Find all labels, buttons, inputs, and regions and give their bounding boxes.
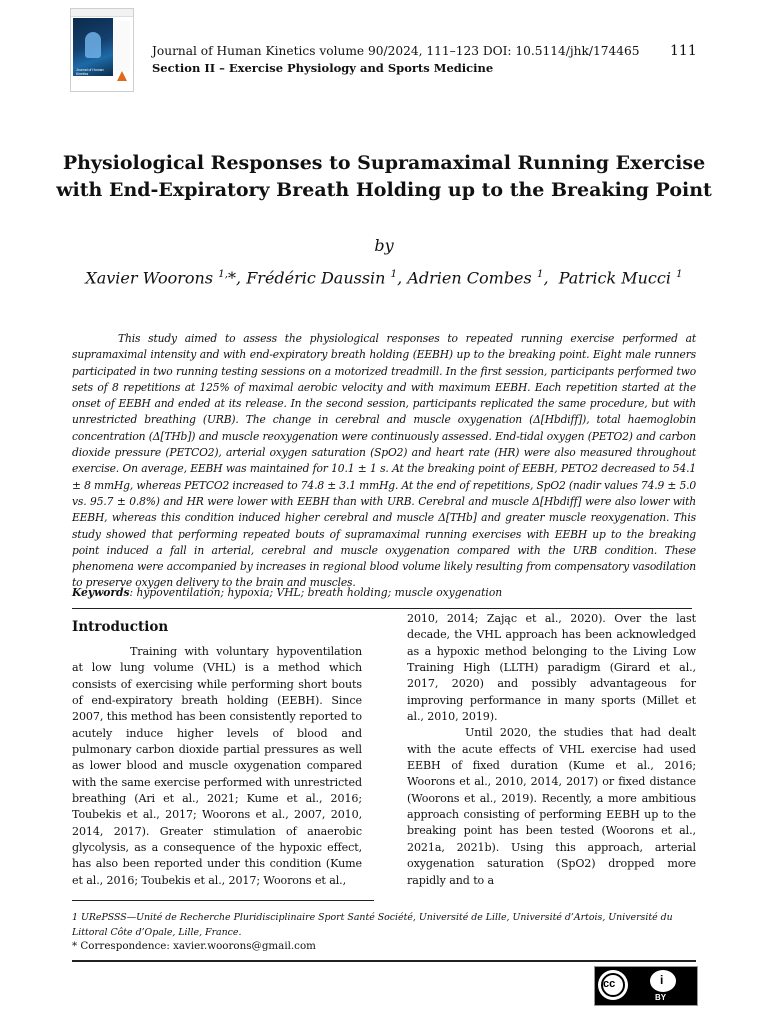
attribution-person-icon: i (650, 970, 676, 992)
abstract: This study aimed to assess the physiological responses to repeated running exercise performed at supramaximal intensity and with end-expiratory breath holding (EEBH) up to the breaking point. Eight male runners participated in two running testing sessions on a motorized treadmill. In the first session, participants performed two sets of 8 repetitions at 125% of maximal aerobic velocity and with maximum EEBH. Each repetition started at the onset of EEBH and ended at its release. In the second session, participants replicated the same procedure, but with unrestricted breathing (URB). The change in cerebral and muscle oxygenation (Δ[Hbdiff]), total haemoglobin concentration (Δ[THb]) and muscle reoxygenation were continuously assessed. End-tidal oxygen (PETO2) and carbon dioxide pressure (PETCO2), arterial oxygen saturation (SpO2) and heart rate (HR) were also measured throughout exercise. On average, EEBH was maintained for 10.1 ± 1 s. At the breaking point of EEBH, PETO2 decreased to 54.1 ± 8 mmHg, whereas PETCO2 increased to 74.8 ± 3.1 mmHg. At the end of repetitions, SpO2 (nadir values 74.9 ± 5.0 vs. 95.7 ± 0.8%) and HR were lower with EEBH than with URB. Cerebral and muscle Δ[Hbdiff] were also lower with EEBH, whereas this condition induced higher cerebral and muscle Δ[THb] and greater muscle reoxygenation. This study showed that performing repeated bouts of supramaximal running exercises with EEBH up to the breaking point induced a fall in arterial, cerebral and muscle oxygenation compared with the URB condition. These phenomena were accompanied by increases in regional blood volume likely resulting from compensatory vasodilation to preserve oxygen delivery to the brain and muscles. (72, 332, 696, 590)
cc-text: cc (603, 978, 616, 990)
journal-cover-thumbnail (70, 8, 134, 92)
section-divider (72, 608, 692, 609)
title-line-1: Physiological Responses to Supramaximal Running Exercise (62, 152, 706, 174)
intro-paragraph-2: 2010, 2014; Zając et al., 2020). Over the last decade, the VHL approach has been acknowledged as a hypoxic method belonging to the Living Low Training High (LLTH) paradigm (Girard et al., 2017, 2020) and possibly advantageous for improving performance in many sports (Millet et al., 2010, 2019). (407, 612, 696, 724)
keywords (72, 586, 696, 599)
page-number: 111 (670, 43, 697, 59)
creative-commons-license-badge[interactable] (594, 966, 698, 1006)
affiliation-footnote: 1 URePSSS—Unité de Recherche Pluridisciplinaire Sport Santé Société, Université de Lille, Université d’Artois, Université du Littoral Côte d’Opale, Lille, France. (72, 912, 673, 938)
journal-citation: Journal of Human Kinetics volume 90/2024, 111–123 DOI: 10.5114/jhk/174465 (152, 44, 640, 58)
section-heading: Section II – Exercise Physiology and Sports Medicine (152, 61, 494, 75)
right-column (407, 611, 696, 889)
left-column (72, 644, 362, 889)
keywords-text: : hypoventilation; hypoxia; VHL; breath holding; muscle oxygenation (129, 586, 503, 599)
article-title (40, 150, 728, 204)
footnote-divider (72, 900, 374, 901)
correspondence: * Correspondence: xavier.woorons@gmail.com (72, 940, 316, 952)
title-line-2: with End-Expiratory Breath Holding up to the Breaking Point (56, 179, 712, 201)
cc-icon (598, 970, 628, 1000)
license-by-label: BY (655, 993, 667, 1002)
intro-paragraph-1: Training with voluntary hypoventilation at low lung volume (VHL) is a method which consists of exercising while performing short bouts of end-expiratory breath holding (EEBH). Since 2007, this method has been consistently reported to acutely induce higher levels of blood and pulmonary carbon dioxide partial pressures as well as lower blood and muscle oxygenation compared with the same exercise performed with unrestricted breathing (Ari et al., 2021; Kume et al., 2016; Toubekis et al., 2017; Woorons et al., 2007, 2010, 2014, 2017). Greater stimulation of anaerobic glycolysis, as a consequence of the hypoxic effect, has also been reported under this condition (Kume et al., 2016; Toubekis et al., 2017; Woorons et al., (72, 645, 362, 887)
cover-journal-title: Journal of Human Kinetics (76, 68, 104, 76)
publisher-logo-icon (117, 71, 127, 81)
by-line: by (374, 236, 394, 255)
introduction-heading: Introduction (72, 619, 169, 635)
intro-paragraph-3: Until 2020, the studies that had dealt with the acute effects of VHL exercise had used EEBH of fixed duration (Kume et al., 2016; Woorons et al., 2010, 2014, 2017) or fixed distance (Woorons et al., 2019). Recently, a more ambitious approach consisting of performing EEBH up to the breaking point has been tested (Woorons et al., 2021a, 2021b). Using this approach, arterial oxygenation saturation (SpO2) dropped more rapidly and to a (407, 726, 696, 887)
author-list: Xavier Woorons $^{1,}$*, Frédéric Daussin $^1$, Adrien Combes $^1$, Patrick Mucci $^1$ (85, 268, 683, 288)
footer-rule (72, 960, 696, 962)
keywords-label: Keywords (72, 586, 130, 599)
